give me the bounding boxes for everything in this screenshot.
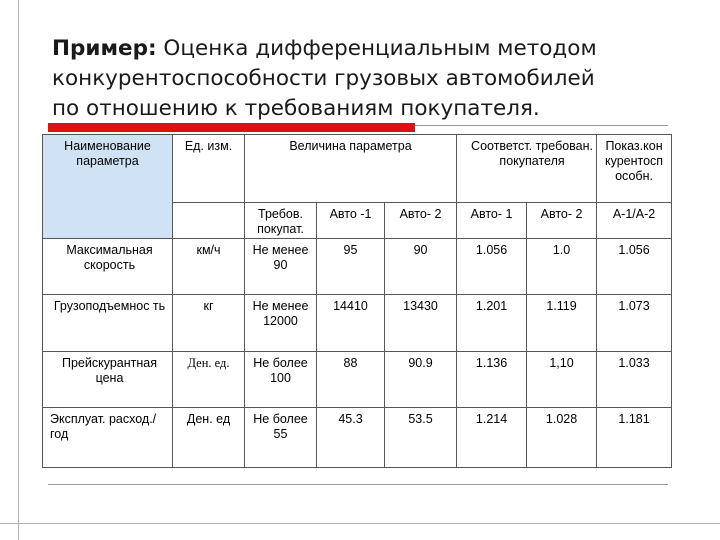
header-unit: Ед. изм. — [173, 135, 245, 203]
cell-required: Не более 100 — [245, 351, 317, 407]
title-line-2: конкурентоспособности грузовых автомобилей — [52, 66, 595, 91]
cell-param: Максимальная скорость — [43, 239, 173, 295]
title-line-1 — [52, 34, 692, 64]
cell-auto2: 90.9 — [385, 351, 457, 407]
cell-comp2: 1,10 — [527, 351, 597, 407]
subheader-comp1: Авто- 1 — [457, 203, 527, 239]
subheader-auto1: Авто -1 — [317, 203, 385, 239]
cell-ratio: 1.073 — [597, 295, 672, 351]
cell-required: Не менее 12000 — [245, 295, 317, 351]
cell-param: Грузоподъемнос ть — [43, 295, 173, 351]
bottom-divider — [48, 484, 668, 485]
cell-param: Прейскурантная цена — [43, 351, 173, 407]
table-row — [43, 407, 672, 467]
subheader-required: Требов. покупат. — [245, 203, 317, 239]
subheader-ratio: А-1/А-2 — [597, 203, 672, 239]
cell-comp1: 1.136 — [457, 351, 527, 407]
cell-auto1: 14410 — [317, 295, 385, 351]
cell-auto1: 88 — [317, 351, 385, 407]
table-row — [43, 239, 672, 295]
cell-auto2: 90 — [385, 239, 457, 295]
subheader-auto2: Авто- 2 — [385, 203, 457, 239]
cell-unit: км/ч — [173, 239, 245, 295]
competitiveness-table — [42, 134, 672, 468]
header-compliance: Соответст. требован. покупателя — [457, 135, 597, 203]
title-line-3: по отношению к требованиям покупателя. — [52, 96, 540, 121]
cell-comp1: 1.201 — [457, 295, 527, 351]
cell-ratio: 1.181 — [597, 407, 672, 467]
cell-auto2: 53.5 — [385, 407, 457, 467]
cell-comp2: 1.119 — [527, 295, 597, 351]
header-value: Величина параметра — [245, 135, 457, 203]
cell-comp2: 1.0 — [527, 239, 597, 295]
cell-comp1: 1.056 — [457, 239, 527, 295]
subheader-comp2: Авто- 2 — [527, 203, 597, 239]
header-index: Показ.кон курентосп особн. — [597, 135, 672, 203]
subheader-empty — [173, 203, 245, 239]
cell-auto1: 45.3 — [317, 407, 385, 467]
title-underline-accent — [48, 123, 415, 132]
cell-required: Не более 55 — [245, 407, 317, 467]
slide-title — [52, 34, 692, 124]
cell-comp2: 1.028 — [527, 407, 597, 467]
title-underline-rule — [415, 125, 668, 126]
slide-frame-bottom-line — [0, 523, 720, 524]
title-bold-prefix: Пример: — [52, 36, 157, 61]
cell-auto1: 95 — [317, 239, 385, 295]
title-line-1-text: Оценка дифференциальным методом — [156, 36, 597, 61]
cell-unit: Ден. ед — [173, 407, 245, 467]
cell-param: Эксплуат. расход./ год — [43, 407, 173, 467]
cell-ratio: 1.033 — [597, 351, 672, 407]
cell-unit: Ден. ед. — [173, 351, 245, 407]
slide-frame-left-line — [18, 0, 19, 540]
table-header-row — [43, 135, 672, 203]
cell-required: Не менее 90 — [245, 239, 317, 295]
cell-ratio: 1.056 — [597, 239, 672, 295]
cell-comp1: 1.214 — [457, 407, 527, 467]
cell-auto2: 13430 — [385, 295, 457, 351]
table-row — [43, 351, 672, 407]
cell-unit: кг — [173, 295, 245, 351]
header-param-name: Наименование параметра — [43, 135, 173, 239]
table-row — [43, 295, 672, 351]
